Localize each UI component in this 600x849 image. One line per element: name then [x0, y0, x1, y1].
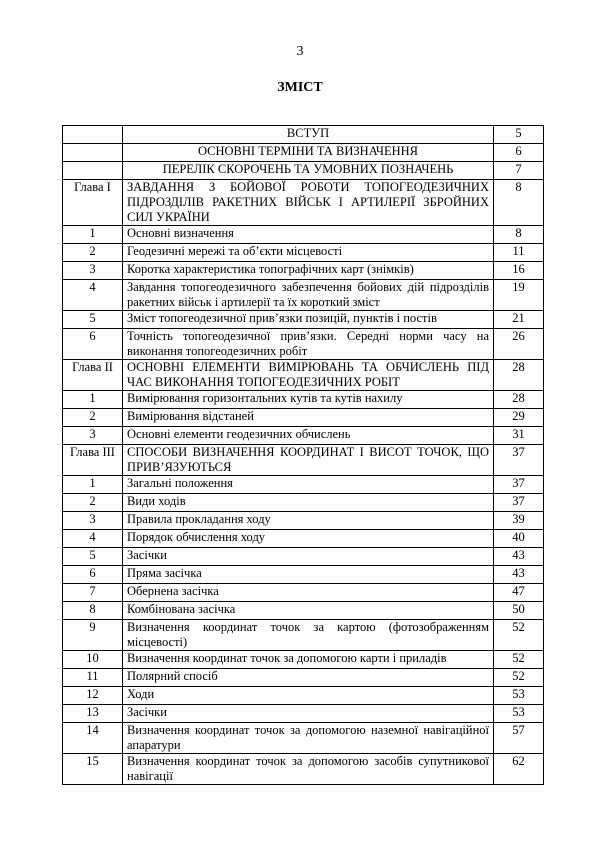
table-row	[63, 311, 544, 329]
section-title: Полярний спосіб	[123, 669, 494, 687]
page-ref: 11	[494, 244, 544, 262]
toc-body	[63, 126, 544, 785]
table-row	[63, 409, 544, 427]
section-title: Вимірювання горизонтальних кутів та кутів нахилу	[123, 391, 494, 409]
page-ref: 47	[494, 584, 544, 602]
section-number: 2	[63, 244, 123, 262]
page-ref: 40	[494, 530, 544, 548]
page-ref: 19	[494, 280, 544, 311]
section-number: 12	[63, 687, 123, 705]
table-row	[63, 705, 544, 723]
table-row	[63, 669, 544, 687]
page-ref: 52	[494, 669, 544, 687]
page-ref: 53	[494, 705, 544, 723]
page-ref: 52	[494, 620, 544, 651]
page-ref: 53	[494, 687, 544, 705]
table-row	[63, 651, 544, 669]
section-number: 10	[63, 651, 123, 669]
table-row	[63, 445, 544, 476]
table-row	[63, 226, 544, 244]
section-number: 8	[63, 602, 123, 620]
section-title: СПОСОБИ ВИЗНАЧЕННЯ КООРДИНАТ І ВИСОТ ТОЧОК, ЩО ПРИВ’ЯЗУЮТЬСЯ	[123, 445, 494, 476]
section-number: 6	[63, 329, 123, 360]
page-ref: 52	[494, 651, 544, 669]
table-row	[63, 512, 544, 530]
page-ref: 43	[494, 548, 544, 566]
table-row	[63, 162, 544, 180]
section-title: Засічки	[123, 705, 494, 723]
table-row	[63, 620, 544, 651]
section-title: Визначення координат точок за допомогою карти і приладів	[123, 651, 494, 669]
table-row	[63, 427, 544, 445]
table-row	[63, 262, 544, 280]
page-number: 3	[296, 44, 304, 59]
section-number: Глава ІІ	[63, 360, 123, 391]
section-number: 7	[63, 584, 123, 602]
section-number: 1	[63, 476, 123, 494]
page-ref: 39	[494, 512, 544, 530]
page-ref: 37	[494, 494, 544, 512]
section-title: Пряма засічка	[123, 566, 494, 584]
table-row	[63, 180, 544, 226]
section-number: 14	[63, 723, 123, 754]
table-row	[63, 360, 544, 391]
section-title: Загальні положення	[123, 476, 494, 494]
section-number: 5	[63, 548, 123, 566]
table-row	[63, 280, 544, 311]
section-title: ОСНОВНІ ЕЛЕМЕНТИ ВИМІРЮВАНЬ ТА ОБЧИСЛЕНЬ ПІД ЧАС ВИКОНАННЯ ТОПОГЕОДЕЗИЧНИХ РОБІТ	[123, 360, 494, 391]
section-title: ПЕРЕЛІК СКОРОЧЕНЬ ТА УМОВНИХ ПОЗНАЧЕНЬ	[123, 162, 494, 180]
section-number: 2	[63, 409, 123, 427]
page-ref: 8	[494, 226, 544, 244]
section-title: Визначення координат точок за допомогою засобів супутникової навігації	[123, 754, 494, 785]
page-ref: 21	[494, 311, 544, 329]
page-ref: 57	[494, 723, 544, 754]
page-ref: 37	[494, 445, 544, 476]
table-row	[63, 144, 544, 162]
section-number: 15	[63, 754, 123, 785]
page-ref: 50	[494, 602, 544, 620]
section-title: ОСНОВНІ ТЕРМІНИ ТА ВИЗНАЧЕННЯ	[123, 144, 494, 162]
page-ref: 7	[494, 162, 544, 180]
section-number: 4	[63, 530, 123, 548]
section-title: Засічки	[123, 548, 494, 566]
page-ref: 62	[494, 754, 544, 785]
section-number: 13	[63, 705, 123, 723]
page-ref: 26	[494, 329, 544, 360]
section-title: Визначення координат точок за допомогою наземної навігаційної апаратури	[123, 723, 494, 754]
table-row	[63, 602, 544, 620]
page-ref: 5	[494, 126, 544, 144]
page-title: ЗМІСТ	[277, 80, 323, 95]
section-title: Основні елементи геодезичних обчислень	[123, 427, 494, 445]
table-row	[63, 391, 544, 409]
section-title: Завдання топогеодезичного забезпечення бойових дій підрозділів ракетних військ і артилерії та їх короткий зміст	[123, 280, 494, 311]
section-number: 9	[63, 620, 123, 651]
table-of-contents	[62, 125, 544, 785]
section-number	[63, 144, 123, 162]
section-number: 4	[63, 280, 123, 311]
table-row	[63, 566, 544, 584]
section-title: Точність топогеодезичної прив’язки. Середні норми часу на виконання топогеодезичних робіт	[123, 329, 494, 360]
section-title: Коротка характеристика топографічних карт (знімків)	[123, 262, 494, 280]
table-row	[63, 329, 544, 360]
section-number: Глава ІІІ	[63, 445, 123, 476]
section-title: Правила прокладання ходу	[123, 512, 494, 530]
section-number	[63, 162, 123, 180]
section-title: Вимірювання відстаней	[123, 409, 494, 427]
section-number	[63, 126, 123, 144]
section-number: 1	[63, 226, 123, 244]
section-title: Обернена засічка	[123, 584, 494, 602]
table-row	[63, 476, 544, 494]
table-row	[63, 126, 544, 144]
page-ref: 37	[494, 476, 544, 494]
table-row	[63, 244, 544, 262]
section-title: Основні визначення	[123, 226, 494, 244]
page-ref: 8	[494, 180, 544, 226]
section-title: Види ходів	[123, 494, 494, 512]
page-ref: 16	[494, 262, 544, 280]
section-number: 3	[63, 262, 123, 280]
table-row	[63, 754, 544, 785]
table-row	[63, 584, 544, 602]
table-row	[63, 494, 544, 512]
section-title: ВСТУП	[123, 126, 494, 144]
section-number: Глава І	[63, 180, 123, 226]
section-title: Визначення координат точок за картою (фотозображенням місцевості)	[123, 620, 494, 651]
section-title: Геодезичні мережі та об’єкти місцевості	[123, 244, 494, 262]
table-row	[63, 530, 544, 548]
section-title: Комбінована засічка	[123, 602, 494, 620]
page-ref: 28	[494, 360, 544, 391]
section-number: 6	[63, 566, 123, 584]
page-ref: 31	[494, 427, 544, 445]
section-number: 3	[63, 427, 123, 445]
section-number: 5	[63, 311, 123, 329]
section-title: Порядок обчислення ходу	[123, 530, 494, 548]
page-ref: 43	[494, 566, 544, 584]
table-row	[63, 548, 544, 566]
page-ref: 29	[494, 409, 544, 427]
section-number: 3	[63, 512, 123, 530]
table-row	[63, 687, 544, 705]
section-number: 11	[63, 669, 123, 687]
section-title: Ходи	[123, 687, 494, 705]
section-title: ЗАВДАННЯ З БОЙОВОЇ РОБОТИ ТОПОГЕОДЕЗИЧНИХ ПІДРОЗДІЛІВ РАКЕТНИХ ВІЙСЬК І АРТИЛЕРІЇ ЗБРОЙНИХ СИЛ УКРАЇНИ	[123, 180, 494, 226]
section-number: 1	[63, 391, 123, 409]
section-title: Зміст топогеодезичної прив’язки позицій, пунктів і постів	[123, 311, 494, 329]
section-number: 2	[63, 494, 123, 512]
page-ref: 28	[494, 391, 544, 409]
table-row	[63, 723, 544, 754]
page-ref: 6	[494, 144, 544, 162]
